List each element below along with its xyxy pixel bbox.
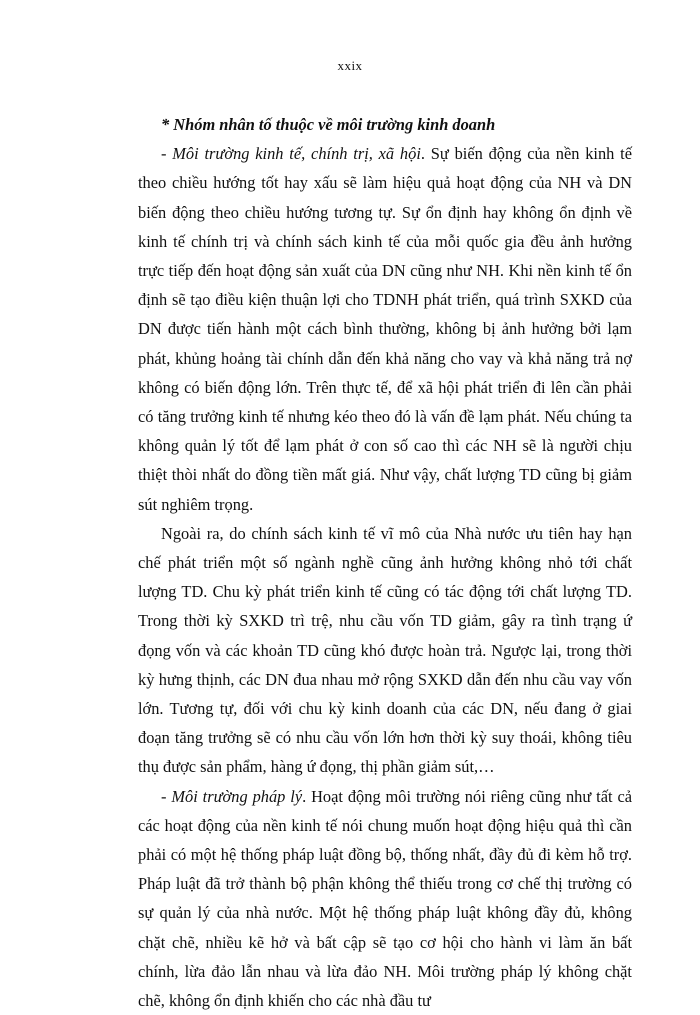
- paragraph-lead: - Môi trường pháp lý: [161, 786, 303, 806]
- paragraph-lead: - Môi trường kinh tế, chính trị, xã hội: [161, 144, 421, 164]
- document-body: [138, 110, 632, 1015]
- paragraph-text: Ngoài ra, do chính sách kinh tế vĩ mô của Nhà nước ưu tiên hay hạn chế phát triển một số ngành nghề cũng ảnh hưởng không nhỏ tới chất lượng TD. Chu kỳ phát triển kinh tế cũng có tác động tới chất lượng TD. Trong thời kỳ SXKD trì trệ, nhu cầu vốn TD giảm, gây ra tình trạng ứ đọng vốn và các khoản TD cũng khó được hoàn trả. Ngược lại, trong thời kỳ hưng thịnh, các DN đua nhau mở rộng SXKD dẫn đến nhu cầu vay vốn lớn. Tương tự, đối với chu kỳ kinh doanh của các DN, nếu đang ở giai đoạn tăng trưởng sẽ có nhu cầu vốn lớn hơn thời kỳ suy thoái, không tiêu thụ được sản phẩm, hàng ứ đọng, thị phần giảm sút,…: [138, 523, 632, 777]
- paragraph-legal-environment: [138, 782, 632, 1015]
- page-number: xxix: [337, 58, 363, 73]
- paragraph-economic-environment: [138, 139, 632, 519]
- paragraph-text: . Hoạt động môi trường nói riêng cũng như tất cả các hoạt động của nền kinh tế nói chung muốn hoạt động hiệu quả thì cần phải có một hệ thống pháp luật đồng bộ, thống nhất, đầy đủ đi kèm hỗ trợ. Pháp luật đã trở thành bộ phận không thể thiếu trong cơ chế thị trường có sự quản lý của nhà nước. Một hệ thống pháp luật không đầy đủ, không chặt chẽ, nhiều kẽ hở và bất cập sẽ tạo cơ hội cho hành vi làm ăn bất chính, lừa đảo lẫn nhau và lừa đảo NH. Môi trường pháp lý không chặt chẽ, không ổn định khiến cho các nhà đầu tư: [138, 786, 632, 1011]
- paragraph-macro-policy: [138, 519, 632, 782]
- paragraph-text: . Sự biến động của nền kinh tế theo chiều hướng tốt hay xấu sẽ làm hiệu quả hoạt động của NH và DN biến động theo chiều hướng tương tự. Sự ổn định hay không ổn định về kinh tế chính trị và chính sách kinh tế của mỗi quốc gia đều ảnh hưởng trực tiếp đến hoạt động sản xuất của DN cũng như NH. Khi nền kinh tế ổn định sẽ tạo điều kiện thuận lợi cho TDNH phát triển, quá trình SXKD của DN được tiến hành một cách bình thường, không bị ảnh hưởng bởi lạm phát, khủng hoảng tài chính dẫn đến khả năng cho vay và khả năng trả nợ không có biến động lớn. Trên thực tế, để xã hội phát triển đi lên cần phải có tăng trưởng kinh tế nhưng kéo theo đó là vấn đề lạm phát. Nếu chúng ta không quản lý tốt để lạm phát ở con số cao thì các NH sẽ là người chịu thiệt thòi nhất do đồng tiền mất giá. Như vậy, chất lượng TD cũng bị giảm sút nghiêm trọng.: [138, 144, 632, 514]
- section-heading: * Nhóm nhân tố thuộc về môi trường kinh doanh: [161, 115, 496, 134]
